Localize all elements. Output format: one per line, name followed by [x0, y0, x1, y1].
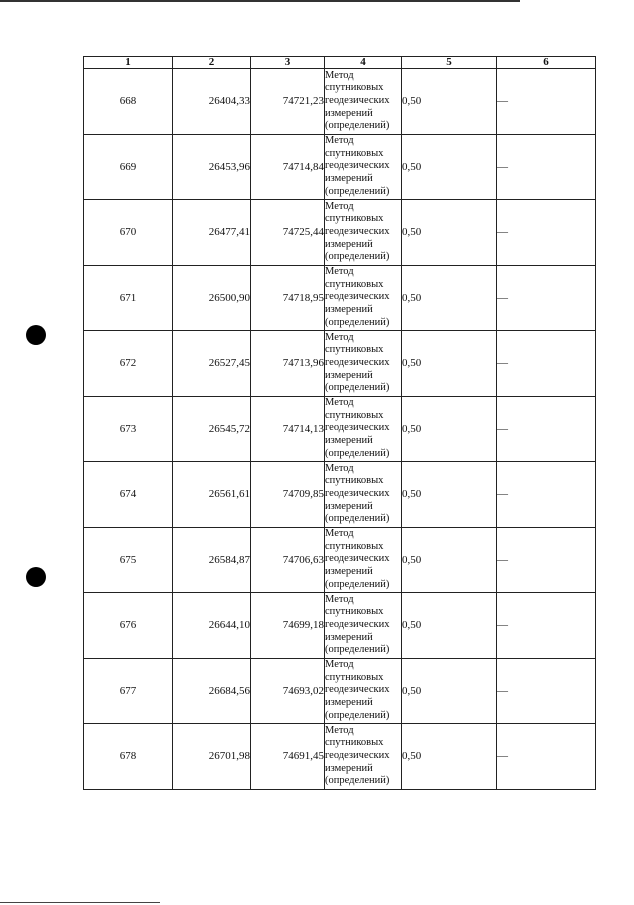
x-coordinate-cell: 26584,87: [173, 527, 251, 593]
y-coordinate-cell: 74706,63: [251, 527, 325, 593]
y-coordinate-cell: 74709,85: [251, 462, 325, 528]
method-line: измерений: [325, 238, 373, 250]
y-coordinate-cell: 74693,02: [251, 658, 325, 724]
x-coordinate-cell: 26701,98: [173, 724, 251, 790]
method-line: (определений): [325, 251, 390, 263]
method-line: (определений): [325, 775, 390, 787]
method-line: геодезических: [325, 553, 390, 565]
method-line: геодезических: [325, 160, 390, 172]
note-cell: —: [497, 593, 596, 659]
accuracy-cell: 0,50: [402, 200, 497, 266]
y-coordinate-cell: 74714,84: [251, 134, 325, 200]
table-row: [84, 331, 596, 397]
method-line: спутниковых: [325, 147, 384, 159]
method-line: Метод: [325, 135, 354, 147]
table-row: [84, 69, 596, 135]
method-line: измерений: [325, 435, 373, 447]
method-line: геодезических: [325, 422, 390, 434]
method-cell: [325, 265, 402, 331]
method-line: измерений: [325, 566, 373, 578]
accuracy-cell: 0,50: [402, 658, 497, 724]
note-cell: —: [497, 265, 596, 331]
method-line: измерений: [325, 304, 373, 316]
point-number-cell: 675: [84, 527, 173, 593]
point-number-cell: 669: [84, 134, 173, 200]
method-line: Метод: [325, 593, 354, 605]
method-line: (определений): [325, 709, 390, 721]
method-cell: [325, 724, 402, 790]
accuracy-cell: 0,50: [402, 331, 497, 397]
column-header-1: 1: [84, 57, 173, 69]
method-line: Метод: [325, 331, 354, 343]
note-cell: —: [497, 462, 596, 528]
column-header-3: 3: [251, 57, 325, 69]
method-line: спутниковых: [325, 671, 384, 683]
point-number-cell: 674: [84, 462, 173, 528]
method-line: (определений): [325, 382, 390, 394]
x-coordinate-cell: 26500,90: [173, 265, 251, 331]
method-line: Метод: [325, 200, 354, 212]
table-header: [84, 57, 596, 69]
method-line: Метод: [325, 528, 354, 540]
accuracy-cell: 0,50: [402, 396, 497, 462]
method-line: (определений): [325, 316, 390, 328]
point-number-cell: 673: [84, 396, 173, 462]
x-coordinate-cell: 26644,10: [173, 593, 251, 659]
x-coordinate-cell: 26404,33: [173, 69, 251, 135]
y-coordinate-cell: 74699,18: [251, 593, 325, 659]
table-row: [84, 134, 596, 200]
y-coordinate-cell: 74691,45: [251, 724, 325, 790]
point-number-cell: 671: [84, 265, 173, 331]
note-cell: —: [497, 396, 596, 462]
method-line: измерений: [325, 500, 373, 512]
table-row: [84, 265, 596, 331]
method-cell: [325, 69, 402, 135]
y-coordinate-cell: 74718,95: [251, 265, 325, 331]
accuracy-cell: 0,50: [402, 265, 497, 331]
table-row: [84, 658, 596, 724]
y-coordinate-cell: 74725,44: [251, 200, 325, 266]
column-header-6: 6: [497, 57, 596, 69]
note-cell: —: [497, 658, 596, 724]
method-line: Метод: [325, 69, 354, 81]
method-line: Метод: [325, 659, 354, 671]
method-cell: [325, 200, 402, 266]
method-line: геодезических: [325, 291, 390, 303]
header-row: [84, 57, 596, 69]
column-header-5: 5: [402, 57, 497, 69]
table-row: [84, 724, 596, 790]
method-line: (определений): [325, 120, 390, 132]
column-header-2: 2: [173, 57, 251, 69]
method-line: измерений: [325, 369, 373, 381]
method-line: спутниковых: [325, 606, 384, 618]
coordinates-table: [83, 56, 596, 790]
method-line: геодезических: [325, 684, 390, 696]
accuracy-cell: 0,50: [402, 69, 497, 135]
punch-hole-lower: [26, 567, 46, 587]
method-line: измерений: [325, 631, 373, 643]
method-cell: [325, 331, 402, 397]
note-cell: —: [497, 69, 596, 135]
method-line: Метод: [325, 266, 354, 278]
method-cell: [325, 658, 402, 724]
method-line: геодезических: [325, 749, 390, 761]
method-line: спутниковых: [325, 278, 384, 290]
accuracy-cell: 0,50: [402, 724, 497, 790]
method-line: Метод: [325, 397, 354, 409]
column-header-4: 4: [325, 57, 402, 69]
point-number-cell: 678: [84, 724, 173, 790]
method-cell: [325, 462, 402, 528]
top-page-rule: [0, 0, 520, 2]
method-line: спутниковых: [325, 213, 384, 225]
accuracy-cell: 0,50: [402, 593, 497, 659]
y-coordinate-cell: 74713,96: [251, 331, 325, 397]
method-line: геодезических: [325, 618, 390, 630]
method-line: спутниковых: [325, 475, 384, 487]
note-cell: —: [497, 331, 596, 397]
point-number-cell: 676: [84, 593, 173, 659]
y-coordinate-cell: 74721,23: [251, 69, 325, 135]
accuracy-cell: 0,50: [402, 527, 497, 593]
table-row: [84, 200, 596, 266]
method-cell: [325, 593, 402, 659]
method-line: Метод: [325, 724, 354, 736]
method-cell: [325, 134, 402, 200]
method-line: спутниковых: [325, 409, 384, 421]
method-line: геодезических: [325, 94, 390, 106]
table-body: [84, 69, 596, 790]
point-number-cell: 670: [84, 200, 173, 266]
table-row: [84, 593, 596, 659]
method-line: измерений: [325, 697, 373, 709]
x-coordinate-cell: 26477,41: [173, 200, 251, 266]
note-cell: —: [497, 527, 596, 593]
method-line: измерений: [325, 173, 373, 185]
note-cell: —: [497, 134, 596, 200]
punch-hole-upper: [26, 325, 46, 345]
x-coordinate-cell: 26561,61: [173, 462, 251, 528]
note-cell: —: [497, 724, 596, 790]
method-line: (определений): [325, 447, 390, 459]
method-line: спутниковых: [325, 737, 384, 749]
method-line: (определений): [325, 578, 390, 590]
y-coordinate-cell: 74714,13: [251, 396, 325, 462]
method-line: геодезических: [325, 225, 390, 237]
method-line: Метод: [325, 462, 354, 474]
point-number-cell: 677: [84, 658, 173, 724]
method-line: (определений): [325, 644, 390, 656]
method-line: измерений: [325, 762, 373, 774]
note-cell: —: [497, 200, 596, 266]
method-line: геодезических: [325, 356, 390, 368]
x-coordinate-cell: 26527,45: [173, 331, 251, 397]
method-line: спутниковых: [325, 540, 384, 552]
table-row: [84, 396, 596, 462]
point-number-cell: 668: [84, 69, 173, 135]
bottom-page-rule: [0, 902, 160, 903]
x-coordinate-cell: 26453,96: [173, 134, 251, 200]
method-line: спутниковых: [325, 344, 384, 356]
method-cell: [325, 396, 402, 462]
method-line: (определений): [325, 185, 390, 197]
point-number-cell: 672: [84, 331, 173, 397]
accuracy-cell: 0,50: [402, 134, 497, 200]
accuracy-cell: 0,50: [402, 462, 497, 528]
method-line: спутниковых: [325, 82, 384, 94]
method-line: геодезических: [325, 487, 390, 499]
x-coordinate-cell: 26545,72: [173, 396, 251, 462]
method-line: (определений): [325, 513, 390, 525]
table-row: [84, 527, 596, 593]
method-line: измерений: [325, 107, 373, 119]
table-row: [84, 462, 596, 528]
x-coordinate-cell: 26684,56: [173, 658, 251, 724]
method-cell: [325, 527, 402, 593]
